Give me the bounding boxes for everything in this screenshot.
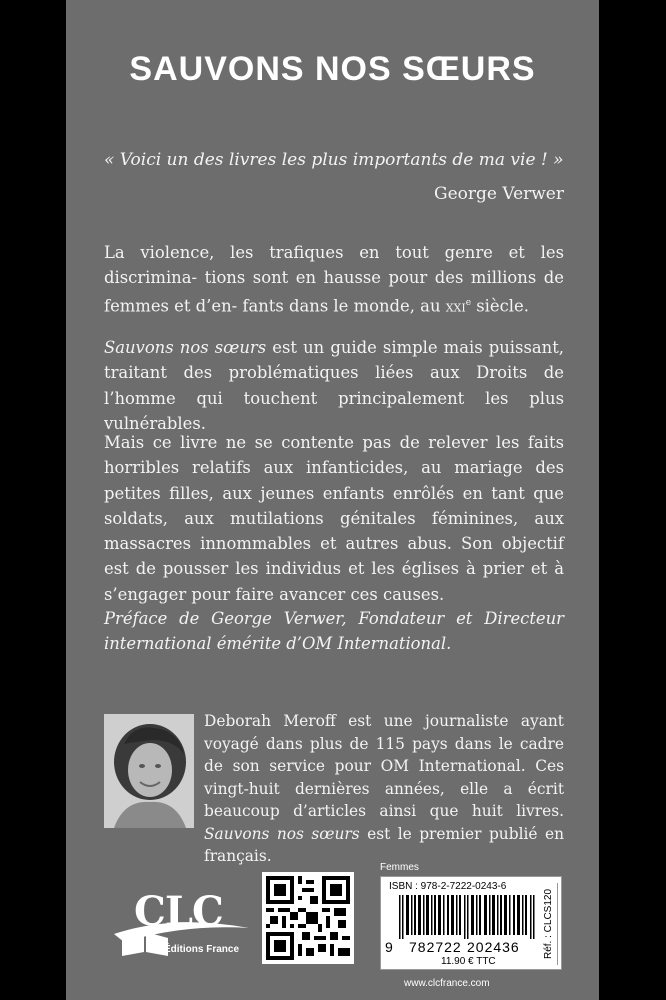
category-label: Femmes [380, 862, 419, 873]
price: 11.90 € TTC [441, 956, 496, 967]
description-text: est un guide simple mais puissant, traitant des problématiques liées aux Droits de l’homme qui touchent principalement les plus vulnérables. [104, 338, 564, 433]
isbn-barcode [380, 876, 562, 970]
qr-code [262, 872, 354, 964]
paragraph-description [104, 335, 564, 436]
intro-line-1: La violence, les trafiques en tout genre et les discrimina- [104, 243, 564, 288]
barcode-digit-prefix: 9 [385, 939, 394, 955]
barcode-group-1: 782722 [409, 939, 462, 955]
publisher-website: www.clcfrance.com [404, 978, 490, 989]
quote-author: George Verwer [434, 184, 564, 204]
intro-line-3: fants dans le monde, au [242, 296, 441, 316]
book-back-cover [66, 0, 599, 1000]
publisher-logo [104, 884, 254, 964]
paragraph-purpose: Mais ce livre ne se contente pas de relever les faits horribles relatifs aux infanticides, au mariage des petites filles, aux jeunes enfants enrôlés en tant que soldats, aux mutilations génitales féminines, aux massacres innommables et autres abus. Son objectif est de pousser les individus et les églises à prier et à s’engager pour faire avancer ces causes. [104, 433, 564, 604]
intro-end: siècle. [471, 296, 529, 316]
publisher-logo-subtitle: Éditions France [164, 944, 240, 955]
reference-code: Réf. : CLCS120 [543, 883, 558, 965]
author-bio-book-title: Sauvons nos sœurs [204, 824, 360, 843]
endorsement-quote: « Voici un des livres les plus importants de ma vie ! » [104, 150, 564, 170]
author-bio-text: Deborah Meroff est une journaliste ayant voyagé dans plus de 115 pays dans le cadre de son service pour OM International. Ces vingt-huit dernières années, elle a écrit beaucoup d’articles ainsi que huit livres. [204, 712, 564, 820]
publisher-logo-text: CLC [134, 888, 223, 935]
century-sup: e [465, 297, 472, 308]
author-photo [104, 714, 194, 828]
author-bio [204, 710, 564, 868]
century-numeral: xxi [445, 296, 466, 316]
barcode-bars [399, 895, 537, 939]
intro-line-2: tions sont en hausse pour des millions de femmes et d’en- [104, 268, 564, 316]
paragraph-intro [104, 240, 564, 318]
book-title-inline: Sauvons nos sœurs [104, 338, 267, 357]
author-bio-end: est le premier publié en français. [204, 824, 564, 865]
preface-note: Préface de George Verwer, Fondateur et Directeur international émérite d’OM International. [104, 609, 564, 654]
barcode-group-2: 202436 [467, 939, 520, 955]
book-title: SAUVONS NOS SŒURS [129, 50, 536, 88]
isbn-text: ISBN : 978-2-7222-0243-6 [389, 881, 507, 892]
